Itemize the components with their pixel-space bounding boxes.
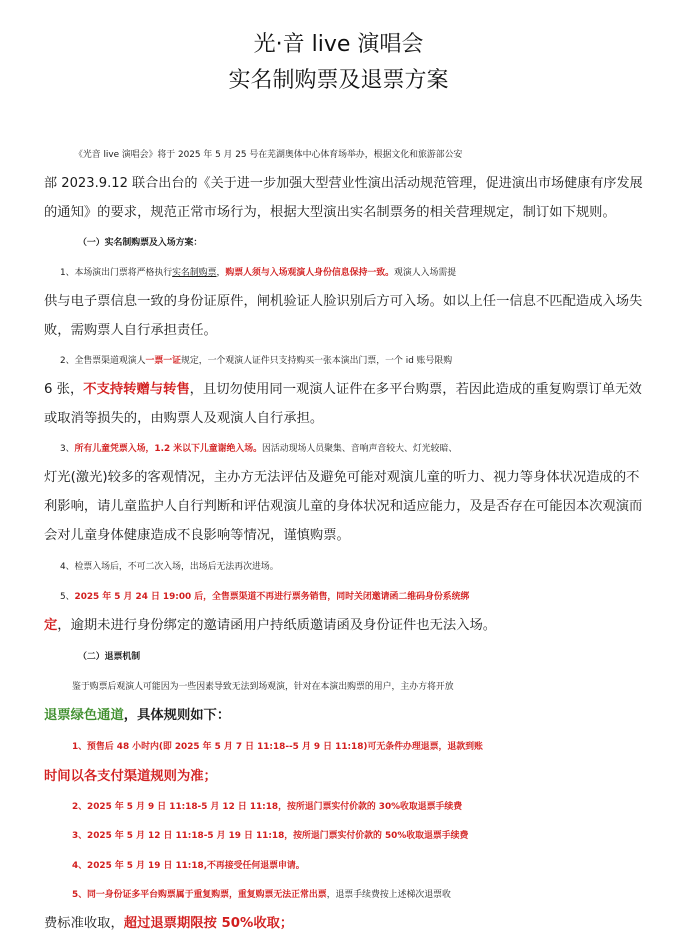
item-4-line: 4、检票入场后，不可二次入场，出场后无法再次进场。 bbox=[60, 562, 279, 572]
item-3-line-1 bbox=[60, 438, 650, 460]
item-2-text-l2c: ，且切勿使用同一观演人证件在多平台购票，若因此造成的重复购票订单无效 bbox=[189, 382, 642, 397]
item-2-text-a: 2、全售票渠道观演人 bbox=[60, 356, 146, 366]
item-3-line-3: 利影响，请儿童监护人自行判断和评估观演儿童的身体状况和适应能力，及是否存在可能因本次观演而 bbox=[44, 499, 643, 514]
intro-line-1: 《光音 live 演唱会》将于 2025 年 5 月 25 号在芜湖奥体中心体育场举办，根据文化和旅游部公安 bbox=[74, 150, 463, 160]
refund-intro-line-2 bbox=[44, 705, 634, 727]
item-1-line-1 bbox=[60, 262, 650, 284]
item-5-text-a: 5、 bbox=[60, 592, 75, 602]
refund-rule-5-highlight: 5、同一身份证多平台购票属于重复购票，重复购票无法正常出票 bbox=[72, 890, 327, 900]
item-1-text-c: ， bbox=[216, 268, 226, 278]
item-1-line-3: 败，需购票人自行承担责任。 bbox=[44, 323, 217, 338]
section-2-heading: （二）退票机制 bbox=[78, 652, 141, 662]
refund-rule-2: 2、2025 年 5 月 9 日 11:18-5 月 12 日 11:18，按所退门票实付价款的 30%收取退票手续费 bbox=[72, 802, 463, 812]
refund-rule-5-text: ，退票手续费按上述梯次退票收 bbox=[326, 890, 451, 900]
item-5-line-2 bbox=[44, 615, 634, 637]
green-channel-label: 退票绿色通道 bbox=[44, 708, 124, 723]
item-2-text-l2a: 6 张， bbox=[44, 382, 84, 397]
intro-line-2: 部 2023.9.12 联合出台的《关于进一步加强大型营业性演出活动规范管理，促进演出市场健康有序发展 bbox=[44, 176, 643, 191]
refund-rule-5-highlight-2: 超过退票期限按 50%收取； bbox=[123, 916, 294, 931]
refund-rule-4: 4、2025 年 5 月 19 日 11:18,不再接受任何退票申请。 bbox=[72, 861, 305, 871]
item-5-line-1 bbox=[60, 586, 650, 608]
item-3-line-4: 会对儿童身体健康造成不良影响等情况，谨慎购票。 bbox=[44, 528, 350, 543]
item-5-highlight: 2025 年 5 月 24 日 19:00 后，全售票渠道不再进行票务销售，同时关闭邀请函二维码身份系统绑 bbox=[74, 592, 470, 602]
item-2-line-1 bbox=[60, 350, 650, 372]
item-5-highlight-2: 定 bbox=[44, 618, 58, 633]
item-2-text-c: 规定，一个观演人证件只支持购买一张本演出门票，一个 id 账号限购 bbox=[181, 356, 453, 366]
item-1-highlight: 购票人须与入场观演人身份信息保持一致。 bbox=[225, 268, 395, 278]
item-2-highlight-2: 不支持转赠与转售 bbox=[83, 382, 190, 397]
item-3-line-2: 灯光(激光)较多的客观情况，主办方无法评估及避免可能对观演儿童的听力、视力等身体状况造成的不 bbox=[44, 470, 640, 485]
refund-rule-1-line-2: 时间以各支付渠道规则为准； bbox=[44, 769, 217, 784]
refund-rule-5-line-2 bbox=[44, 913, 634, 935]
item-5-text-l2b: ，逾期未进行身份绑定的邀请函用户持纸质邀请函及身份证件也无法入场。 bbox=[57, 618, 497, 633]
intro-line-3: 的通知》的要求，规范正常市场行为，根据大型演出实名制票务的相关营理规定，制订如下规则。 bbox=[44, 205, 616, 220]
item-1-text-e: 观演人入场需提 bbox=[394, 268, 457, 278]
refund-rule-1-line-1: 1、预售后 48 小时内(即 2025 年 5 月 7 日 11:18--5 月 9 日 11:18)可无条件办理退票，退款到账 bbox=[72, 742, 483, 752]
section-1-heading: （一）实名制购票及入场方案： bbox=[78, 238, 203, 248]
item-1-underlined: 实名制购票 bbox=[172, 268, 217, 278]
doc-subtitle: 实名制购票及退票方案 bbox=[228, 68, 449, 93]
refund-rule-5-text-2: 费标准收取， bbox=[44, 916, 124, 931]
item-2-line-2 bbox=[44, 379, 642, 401]
refund-intro-text: ，具体规则如下： bbox=[123, 708, 231, 723]
item-3-text-c: 因活动现场人员聚集、音响声音较大、灯光较暗、 bbox=[261, 444, 458, 454]
item-3-text-a: 3、 bbox=[60, 444, 75, 454]
refund-rule-5-line-1 bbox=[72, 884, 662, 906]
item-3-highlight: 所有儿童凭票入场，1.2 米以下儿童谢绝入场。 bbox=[74, 444, 262, 454]
item-2-line-3: 或取消等损失的，由购票人及观演人自行承担。 bbox=[44, 411, 324, 426]
doc-title: 光·音 live 演唱会 bbox=[253, 32, 424, 57]
item-1-line-2: 供与电子票信息一致的身份证原件，闸机验证人脸识别后方可入场。如以上任一信息不匹配造成入场失 bbox=[44, 294, 643, 309]
refund-rule-3: 3、2025 年 5 月 12 日 11:18-5 月 19 日 11:18，按所退门票实付价款的 50%收取退票手续费 bbox=[72, 831, 469, 841]
item-1-text-a: 1、本场演出门票将严格执行 bbox=[60, 268, 173, 278]
item-2-highlight: 一票一证 bbox=[145, 356, 182, 366]
refund-intro-line-1: 鉴于购票后观演人可能因为一些因素导致无法到场观演，针对在本演出购票的用户，主办方将开放 bbox=[72, 682, 454, 692]
